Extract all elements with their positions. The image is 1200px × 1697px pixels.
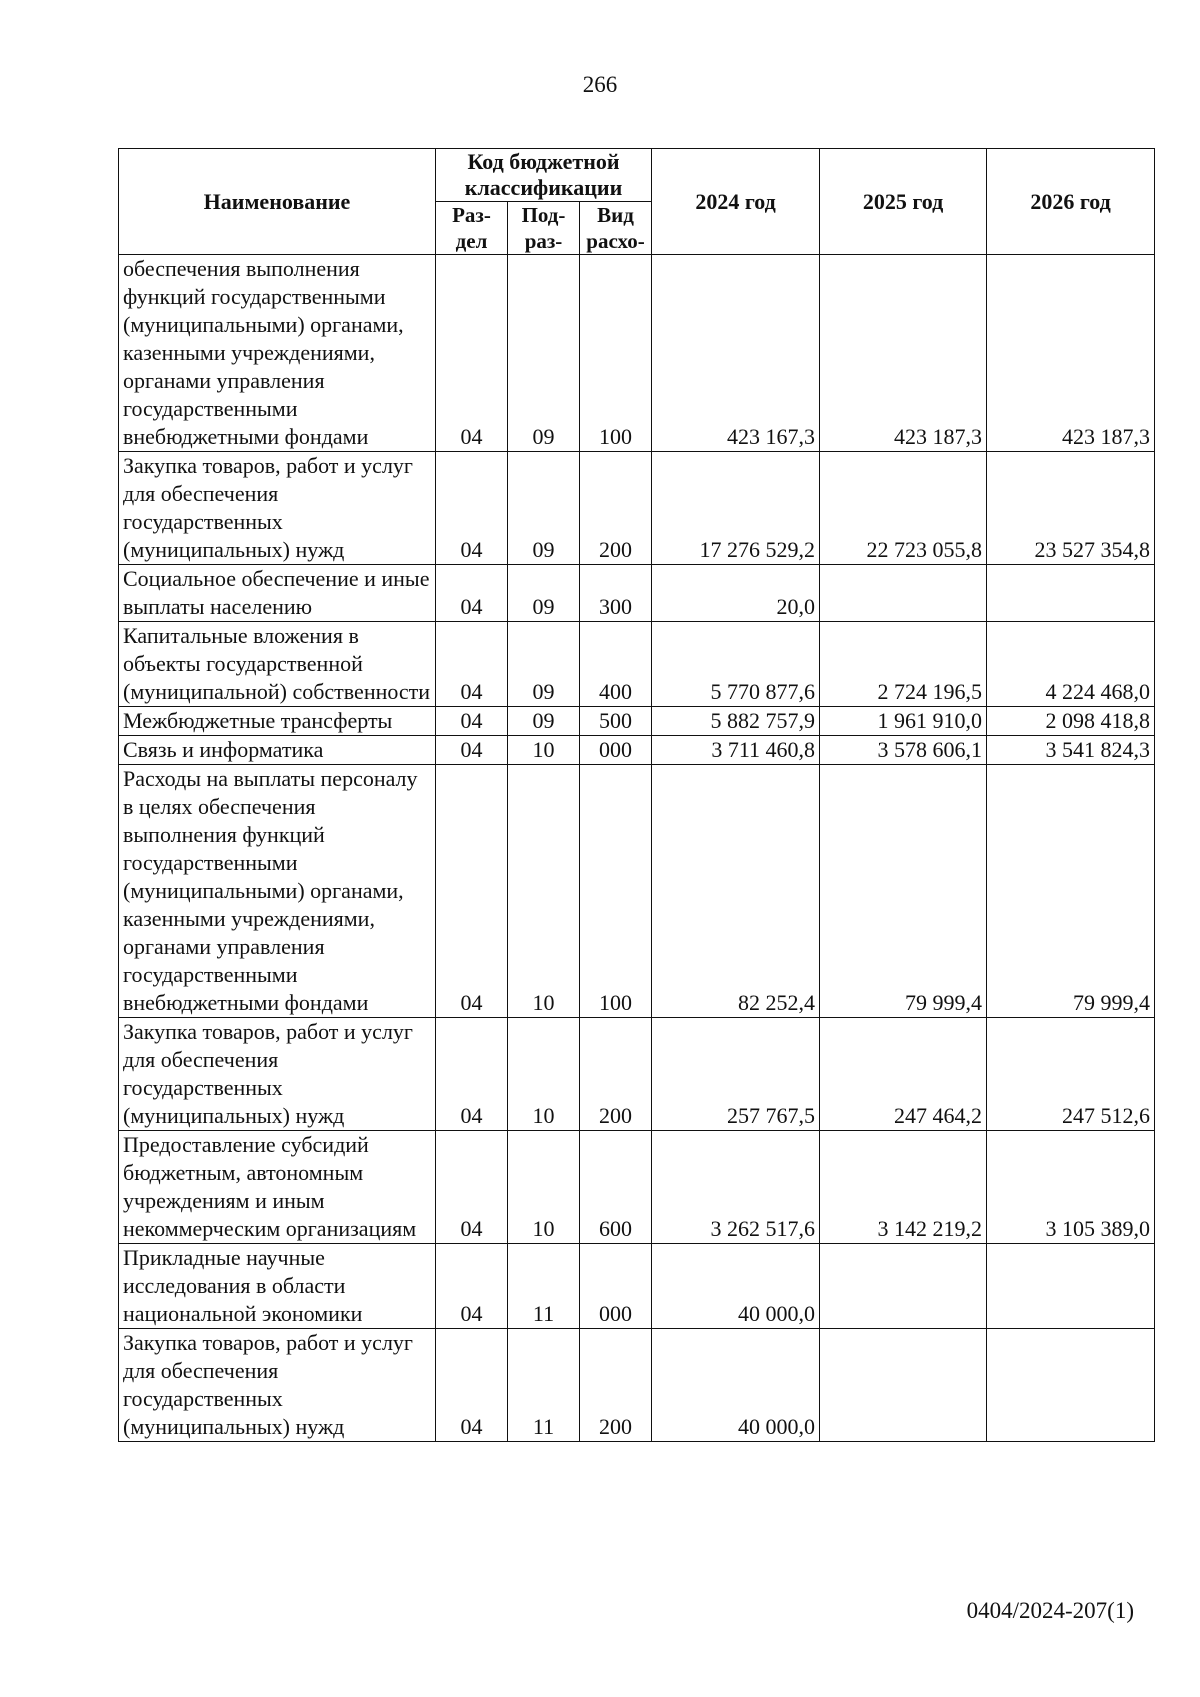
table-row (119, 736, 1155, 765)
cell-vid: 400 (580, 622, 652, 707)
table-row (119, 255, 1155, 452)
cell-razdel: 04 (436, 736, 508, 765)
table-row (119, 1244, 1155, 1329)
cell-2024: 20,0 (652, 565, 820, 622)
header-2026: 2026 год (987, 149, 1155, 255)
cell-podrazdel: 09 (508, 452, 580, 565)
cell-2026: 79 999,4 (987, 765, 1155, 1018)
cell-name: Расходы на выплаты персоналу в целях обеспечения выполнения функций государственными (муниципальными) органами, казенными учреждениями, органами управления государственными внебюджетными фондами (119, 765, 436, 1018)
header-name: Наименование (119, 149, 436, 255)
cell-2026: 23 527 354,8 (987, 452, 1155, 565)
cell-podrazdel: 09 (508, 565, 580, 622)
cell-podrazdel: 11 (508, 1244, 580, 1329)
cell-razdel: 04 (436, 707, 508, 736)
table-row (119, 622, 1155, 707)
cell-podrazdel: 09 (508, 707, 580, 736)
cell-2025 (820, 1244, 987, 1329)
cell-2026: 3 105 389,0 (987, 1131, 1155, 1244)
cell-name: Капитальные вложения в объекты государственной (муниципальной) собственности (119, 622, 436, 707)
cell-name: Закупка товаров, работ и услуг для обеспечения государственных (муниципальных) нужд (119, 452, 436, 565)
cell-2025 (820, 1329, 987, 1442)
cell-name: Предоставление субсидий бюджетным, автономным учреждениям и иным некоммерческим организациям (119, 1131, 436, 1244)
cell-podrazdel: 10 (508, 765, 580, 1018)
header-code-group: Код бюджетной классификации (436, 149, 652, 202)
cell-2026: 247 512,6 (987, 1018, 1155, 1131)
cell-2024: 5 770 877,6 (652, 622, 820, 707)
header-razdel: Раз- дел (436, 202, 508, 255)
cell-vid: 000 (580, 1244, 652, 1329)
table-row (119, 452, 1155, 565)
cell-vid: 200 (580, 452, 652, 565)
cell-razdel: 04 (436, 1329, 508, 1442)
cell-2025: 3 578 606,1 (820, 736, 987, 765)
cell-2025: 247 464,2 (820, 1018, 987, 1131)
table-body (119, 255, 1155, 1442)
cell-razdel: 04 (436, 1244, 508, 1329)
cell-2025 (820, 565, 987, 622)
table-row (119, 765, 1155, 1018)
cell-podrazdel: 10 (508, 1131, 580, 1244)
table-row (119, 707, 1155, 736)
cell-2025: 79 999,4 (820, 765, 987, 1018)
document-code: 0404/2024-207(1) (966, 1598, 1134, 1623)
header-vid: Вид расхо- (580, 202, 652, 255)
budget-table (118, 148, 1155, 1442)
cell-razdel: 04 (436, 255, 508, 452)
table-row (119, 1329, 1155, 1442)
cell-podrazdel: 09 (508, 255, 580, 452)
cell-podrazdel: 11 (508, 1329, 580, 1442)
cell-razdel: 04 (436, 1018, 508, 1131)
cell-2024: 82 252,4 (652, 765, 820, 1018)
cell-podrazdel: 09 (508, 622, 580, 707)
cell-vid: 200 (580, 1018, 652, 1131)
table-row (119, 1018, 1155, 1131)
cell-razdel: 04 (436, 622, 508, 707)
cell-2024: 5 882 757,9 (652, 707, 820, 736)
cell-name: Связь и информатика (119, 736, 436, 765)
cell-name: Социальное обеспечение и иные выплаты населению (119, 565, 436, 622)
table-row (119, 565, 1155, 622)
cell-vid: 600 (580, 1131, 652, 1244)
cell-vid: 200 (580, 1329, 652, 1442)
header-2024: 2024 год (652, 149, 820, 255)
cell-vid: 000 (580, 736, 652, 765)
header-2025: 2025 год (820, 149, 987, 255)
cell-2026: 3 541 824,3 (987, 736, 1155, 765)
cell-2026 (987, 1244, 1155, 1329)
cell-2024: 257 767,5 (652, 1018, 820, 1131)
cell-vid: 500 (580, 707, 652, 736)
cell-2024: 17 276 529,2 (652, 452, 820, 565)
cell-name: Прикладные научные исследования в области национальной экономики (119, 1244, 436, 1329)
cell-2024: 40 000,0 (652, 1244, 820, 1329)
cell-2026: 423 187,3 (987, 255, 1155, 452)
cell-2025: 2 724 196,5 (820, 622, 987, 707)
cell-vid: 300 (580, 565, 652, 622)
cell-2026: 2 098 418,8 (987, 707, 1155, 736)
cell-razdel: 04 (436, 1131, 508, 1244)
header-podrazdel: Под- раз- (508, 202, 580, 255)
cell-name: Закупка товаров, работ и услуг для обеспечения государственных (муниципальных) нужд (119, 1329, 436, 1442)
cell-vid: 100 (580, 765, 652, 1018)
cell-razdel: 04 (436, 765, 508, 1018)
cell-name: обеспечения выполнения функций государственными (муниципальными) органами, казенными учреждениями, органами управления государственными внебюджетными фондами (119, 255, 436, 452)
cell-vid: 100 (580, 255, 652, 452)
cell-razdel: 04 (436, 452, 508, 565)
cell-2024: 3 262 517,6 (652, 1131, 820, 1244)
header-row-1 (119, 149, 1155, 202)
cell-podrazdel: 10 (508, 1018, 580, 1131)
cell-2026 (987, 1329, 1155, 1442)
cell-2024: 3 711 460,8 (652, 736, 820, 765)
cell-podrazdel: 10 (508, 736, 580, 765)
cell-2024: 40 000,0 (652, 1329, 820, 1442)
cell-name: Межбюджетные трансферты (119, 707, 436, 736)
table-row (119, 1131, 1155, 1244)
cell-2026: 4 224 468,0 (987, 622, 1155, 707)
cell-2024: 423 167,3 (652, 255, 820, 452)
cell-name: Закупка товаров, работ и услуг для обеспечения государственных (муниципальных) нужд (119, 1018, 436, 1131)
cell-2025: 1 961 910,0 (820, 707, 987, 736)
cell-razdel: 04 (436, 565, 508, 622)
page-number: 266 (582, 72, 618, 97)
cell-2025: 3 142 219,2 (820, 1131, 987, 1244)
cell-2025: 22 723 055,8 (820, 452, 987, 565)
cell-2025: 423 187,3 (820, 255, 987, 452)
cell-2026 (987, 565, 1155, 622)
